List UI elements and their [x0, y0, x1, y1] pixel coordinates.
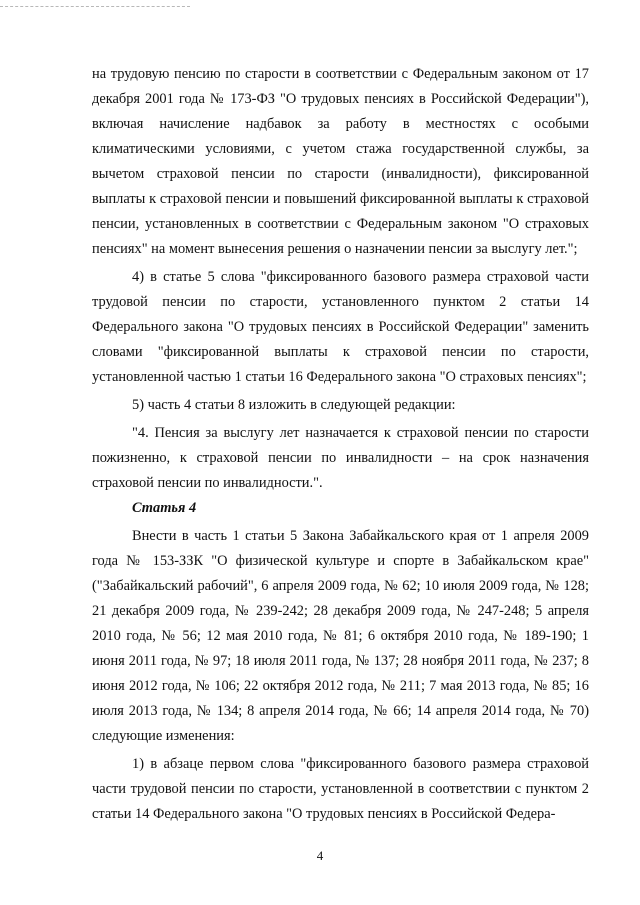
paragraph-quoted-part-4: "4. Пенсия за выслугу лет назначается к страховой пенсии по старости пожизненно, к страховой пенсии по инвалидности – на срок назначения страховой пенсии по инвалидности.". [92, 425, 589, 491]
paragraph-item-4: 4) в статье 5 слова "фиксированного базового размера страховой части трудовой пенсии по старости, установленного пунктом 2 статьи 14 Федерального закона "О трудовых пенсиях в Российской Федерации" заменить словами "фиксированной выплаты к страховой пенсии по старости, установленной частью 1 статьи 16 Федерального закона "О страховых пенсиях"; [92, 269, 589, 385]
paragraph-article-4-item-1: 1) в абзаце первом слова "фиксированного базового размера страховой части трудовой пенсии по старости, установленной в соответствии с пунктом 2 статьи 14 Федерального закона "О трудовых пенсиях в Российской Федера- [92, 756, 589, 822]
top-margin-rule [0, 6, 190, 7]
paragraph-pension-continuation: на трудовую пенсию по старости в соответствии с Федеральным законом от 17 декабря 2001 года № 173-ФЗ "О трудовых пенсиях в Российской Федерации"), включая начисление надбавок за работу в местностях с особыми климатическими условиями, с учетом стажа государственной службы, за вычетом страховой пенсии по старости (инвалидности), фиксированной выплаты к страховой пенсии и повышений фиксированной выплаты к страховой пенсии, установленных в соответствии с Федеральным законом "О страховых пенсиях" на момент вынесения решения о назначении пенсии за выслугу лет."; [92, 66, 589, 257]
document-page [92, 62, 589, 827]
article-heading: Статья 4 [132, 500, 197, 516]
page-number: 4 [316, 848, 324, 863]
paragraph-item-5: 5) часть 4 статьи 8 изложить в следующей редакции: [132, 397, 456, 413]
paragraph-article-4-intro: Внести в часть 1 статьи 5 Закона Забайкальского края от 1 апреля 2009 года № 153-ЗЗК "О физической культуре и спорте в Забайкальском крае" ("Забайкальский рабочий", 6 апреля 2009 года, № 62; 10 июля 2009 года, № 128; 21 декабря 2009 года, № 239-242; 28 декабря 2009 года, № 247-248; 5 апреля 2010 года, № 56; 12 мая 2010 года, № 81; 6 октября 2010 года, № 189-190; 1 июня 2011 года, № 97; 18 июля 2011 года, № 137; 28 ноября 2011 года, № 237; 8 июня 2012 года, № 106; 22 октября 2012 года, № 211; 7 мая 2013 года, № 85; 16 июля 2013 года, № 134; 8 апреля 2014 года, № 66; 14 апреля 2014 года, № 70) следующие изменения: [92, 528, 589, 744]
